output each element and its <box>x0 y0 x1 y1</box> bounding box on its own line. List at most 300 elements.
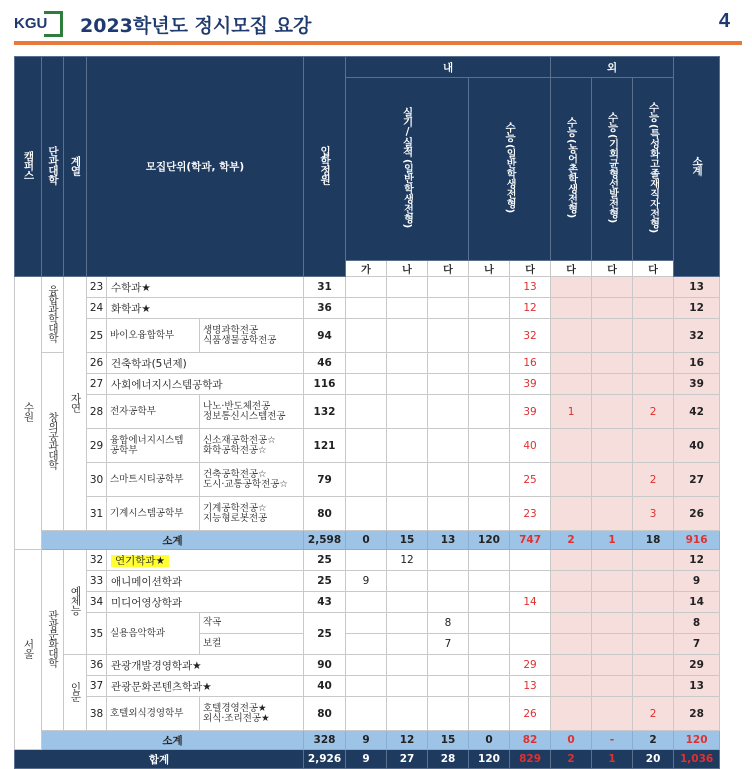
quota-value: 46 <box>304 353 346 374</box>
quota-cell <box>346 353 387 374</box>
quota-value: 116 <box>304 374 346 395</box>
row-number: 36 <box>87 655 107 676</box>
subtotal-cell: 1 <box>592 531 633 550</box>
header-track: 계열 <box>64 57 87 277</box>
vertical-label: 융합과학대학 <box>47 284 59 342</box>
table-row <box>15 571 720 592</box>
grand-total-label: 합계 <box>15 750 304 769</box>
subtotal-cell: 120 <box>469 531 510 550</box>
quota-cell <box>387 429 428 463</box>
quota-cell: 12 <box>674 298 720 319</box>
quota-cell <box>387 571 428 592</box>
quota-cell <box>387 497 428 531</box>
quota-cell <box>469 277 510 298</box>
quota-cell <box>551 429 592 463</box>
quota-value: 25 <box>304 550 346 571</box>
subtotal-cell: 9 <box>346 731 387 750</box>
college-tourism <box>42 550 64 731</box>
unit-name: 애니메이션학과 <box>107 571 304 592</box>
quota-cell <box>592 395 633 429</box>
quota-cell: 25 <box>510 463 551 497</box>
unit-name <box>107 550 304 571</box>
quota-cell <box>592 298 633 319</box>
quota-cell <box>387 676 428 697</box>
quota-value: 36 <box>304 298 346 319</box>
quota-cell <box>592 592 633 613</box>
quota-cell <box>510 550 551 571</box>
quota-cell: 2 <box>633 697 674 731</box>
grand-total-cell: 28 <box>428 750 469 769</box>
quota-value: 25 <box>304 571 346 592</box>
quota-cell <box>633 550 674 571</box>
header-suneung-out2: 수능 (기회균형선발전형) <box>592 78 633 261</box>
quota-value: 40 <box>304 676 346 697</box>
header-out: 외 <box>551 57 674 78</box>
quota-cell <box>346 634 387 655</box>
quota-cell: 16 <box>674 353 720 374</box>
logo-bracket-icon <box>44 11 63 37</box>
quota-cell <box>428 676 469 697</box>
quota-cell <box>387 353 428 374</box>
quota-cell <box>469 429 510 463</box>
quota-cell: 7 <box>428 634 469 655</box>
quota-cell <box>428 353 469 374</box>
quota-value: 25 <box>304 613 346 655</box>
table-row <box>15 697 720 731</box>
quota-value: 43 <box>304 592 346 613</box>
track-arts <box>64 550 87 655</box>
subtotal-label: 소계 <box>42 731 304 750</box>
quota-cell <box>428 550 469 571</box>
quota-cell: 2 <box>633 395 674 429</box>
quota-cell <box>387 298 428 319</box>
college-convergence <box>42 277 64 353</box>
quota-cell <box>428 571 469 592</box>
quota-cell <box>551 697 592 731</box>
quota-cell <box>551 550 592 571</box>
quota-cell: 27 <box>674 463 720 497</box>
quota-cell <box>346 550 387 571</box>
track-humanities <box>64 655 87 731</box>
unit-name: 사회에너지시스템공학과 <box>107 374 304 395</box>
header-suneung-out3: 수능 (특성화고졸재직자전형) <box>633 78 674 261</box>
quota-cell <box>469 298 510 319</box>
quota-cell <box>346 497 387 531</box>
grand-total-cell: 1 <box>592 750 633 769</box>
row-number: 30 <box>87 463 107 497</box>
subtotal-quota: 2,598 <box>304 531 346 550</box>
row-number: 35 <box>87 613 107 655</box>
subtotal-cell: 82 <box>510 731 551 750</box>
quota-cell: 12 <box>510 298 551 319</box>
quota-cell <box>592 676 633 697</box>
subtotal-cell: 0 <box>469 731 510 750</box>
college-engineering <box>42 353 64 531</box>
quota-cell <box>428 395 469 429</box>
quota-cell <box>633 319 674 353</box>
quota-cell <box>551 463 592 497</box>
major-name: 작곡 <box>200 613 304 634</box>
subtotal-cell: 12 <box>387 731 428 750</box>
quota-cell <box>428 298 469 319</box>
quota-cell: 9 <box>674 571 720 592</box>
quota-cell <box>428 655 469 676</box>
vertical-label: 서울 <box>22 638 35 658</box>
header-divider <box>14 41 742 45</box>
row-number: 38 <box>87 697 107 731</box>
table-row <box>15 353 720 374</box>
table-row <box>15 592 720 613</box>
quota-value: 90 <box>304 655 346 676</box>
quota-cell <box>469 697 510 731</box>
quota-cell <box>633 592 674 613</box>
table-row <box>15 613 720 634</box>
group-label: 다 <box>510 261 551 277</box>
subtotal-cell: 2 <box>551 531 592 550</box>
unit-name: 수학과★ <box>107 277 304 298</box>
quota-cell <box>592 429 633 463</box>
row-number: 27 <box>87 374 107 395</box>
quota-cell <box>346 298 387 319</box>
logo-text: KGU <box>14 15 48 32</box>
page-title: 2023학년도 정시모집 요강 <box>80 15 312 37</box>
major-name: 나노·반도체전공 정보통신시스템전공 <box>200 395 304 429</box>
header-unit: 모집단위(학과, 학부) <box>87 57 304 277</box>
quota-cell <box>387 634 428 655</box>
subtotal-cell: 120 <box>674 731 720 750</box>
quota-cell: 16 <box>510 353 551 374</box>
quota-cell <box>346 429 387 463</box>
unit-name: 스마트시티공학부 <box>107 463 200 497</box>
grand-total-row <box>15 750 720 769</box>
header-suneung-in: 수능 (일반학생전형) <box>469 78 551 261</box>
subtotal-cell: 0 <box>346 531 387 550</box>
quota-cell <box>428 429 469 463</box>
quota-cell <box>551 655 592 676</box>
unit-name: 실용음악학과 <box>107 613 200 655</box>
header-suneung-out1: 수능 (농어촌학생전형) <box>551 78 592 261</box>
major-name: 보컬 <box>200 634 304 655</box>
row-number: 31 <box>87 497 107 531</box>
table-row <box>15 429 720 463</box>
row-number: 23 <box>87 277 107 298</box>
quota-cell <box>592 497 633 531</box>
quota-cell <box>469 655 510 676</box>
quota-cell <box>633 613 674 634</box>
quota-cell <box>428 592 469 613</box>
quota-cell: 28 <box>674 697 720 731</box>
unit-name: 화학과★ <box>107 298 304 319</box>
header-campus: 캠퍼스 <box>15 57 42 277</box>
quota-cell <box>592 655 633 676</box>
row-number: 25 <box>87 319 107 353</box>
row-number: 32 <box>87 550 107 571</box>
major-name: 기계공학전공☆ 지능형로봇전공 <box>200 497 304 531</box>
quota-cell <box>633 655 674 676</box>
quota-cell: 13 <box>674 277 720 298</box>
quota-value: 80 <box>304 697 346 731</box>
quota-cell <box>551 298 592 319</box>
quota-cell <box>469 463 510 497</box>
grand-total-cell: 27 <box>387 750 428 769</box>
quota-cell <box>633 676 674 697</box>
quota-cell <box>346 277 387 298</box>
quota-value: 80 <box>304 497 346 531</box>
subtotal-cell: 13 <box>428 531 469 550</box>
quota-cell: 9 <box>346 571 387 592</box>
quota-cell: 12 <box>387 550 428 571</box>
quota-cell <box>551 353 592 374</box>
quota-cell <box>510 613 551 634</box>
quota-value: 79 <box>304 463 346 497</box>
quota-cell <box>346 592 387 613</box>
header-subtotal: 소계 <box>674 57 720 277</box>
quota-cell <box>346 697 387 731</box>
table-row <box>15 374 720 395</box>
quota-cell: 39 <box>510 395 551 429</box>
grand-total-quota: 2,926 <box>304 750 346 769</box>
quota-cell: 2 <box>633 463 674 497</box>
table-row <box>15 277 720 298</box>
vertical-label: 자연 <box>69 392 82 412</box>
table-row <box>15 395 720 429</box>
table-row <box>15 655 720 676</box>
row-number: 33 <box>87 571 107 592</box>
quota-cell: 13 <box>510 277 551 298</box>
highlighted-unit-name: 연기학과★ <box>111 555 169 567</box>
quota-cell <box>592 550 633 571</box>
grand-total-cell: 2 <box>551 750 592 769</box>
table-row <box>15 463 720 497</box>
page-number: 4 <box>718 10 730 32</box>
table-row <box>15 319 720 353</box>
quota-cell <box>346 655 387 676</box>
quota-cell <box>346 395 387 429</box>
quota-cell <box>633 298 674 319</box>
quota-cell: 14 <box>510 592 551 613</box>
quota-cell <box>469 634 510 655</box>
quota-cell <box>633 634 674 655</box>
quota-cell <box>592 613 633 634</box>
quota-cell: 8 <box>428 613 469 634</box>
subtotal-quota: 328 <box>304 731 346 750</box>
quota-cell <box>469 676 510 697</box>
table-row <box>15 298 720 319</box>
group-label: 나 <box>387 261 428 277</box>
subtotal-row <box>15 731 720 750</box>
row-number: 26 <box>87 353 107 374</box>
quota-cell: 26 <box>674 497 720 531</box>
quota-cell <box>469 592 510 613</box>
quota-cell <box>428 374 469 395</box>
grand-total-cell: 9 <box>346 750 387 769</box>
quota-cell <box>387 592 428 613</box>
quota-cell <box>469 497 510 531</box>
quota-cell <box>346 463 387 497</box>
grand-total-cell: 20 <box>633 750 674 769</box>
quota-value: 121 <box>304 429 346 463</box>
quota-value: 94 <box>304 319 346 353</box>
group-label: 다 <box>633 261 674 277</box>
quota-cell <box>633 571 674 592</box>
subtotal-cell: 747 <box>510 531 551 550</box>
unit-name: 바이오융합학부 <box>107 319 200 353</box>
quota-cell <box>469 571 510 592</box>
vertical-label: 관광문화대학 <box>47 610 59 667</box>
quota-cell <box>387 277 428 298</box>
quota-cell: 40 <box>674 429 720 463</box>
row-number: 37 <box>87 676 107 697</box>
table-body <box>15 277 720 769</box>
track-nature <box>64 277 87 531</box>
quota-cell <box>346 676 387 697</box>
quota-cell <box>510 571 551 592</box>
subtotal-label: 소계 <box>42 531 304 550</box>
quota-cell: 26 <box>510 697 551 731</box>
quota-cell: 39 <box>674 374 720 395</box>
quota-cell: 13 <box>674 676 720 697</box>
header-college: 단과대학 <box>42 57 64 277</box>
major-name: 건축공학전공☆ 도시·교통공학전공☆ <box>200 463 304 497</box>
quota-value: 31 <box>304 277 346 298</box>
subtotal-cell: 15 <box>387 531 428 550</box>
quota-cell <box>346 319 387 353</box>
admission-quota-table <box>14 56 720 769</box>
quota-cell: 12 <box>674 550 720 571</box>
quota-cell <box>592 463 633 497</box>
quota-cell <box>633 374 674 395</box>
quota-cell <box>551 277 592 298</box>
quota-cell <box>592 571 633 592</box>
campus-seoul <box>15 550 42 750</box>
major-name: 생명과학전공 식품생물공학전공 <box>200 319 304 353</box>
quota-cell <box>633 353 674 374</box>
grand-total-cell: 120 <box>469 750 510 769</box>
grand-total-cell: 1,036 <box>674 750 720 769</box>
quota-cell <box>469 395 510 429</box>
quota-cell <box>387 395 428 429</box>
subtotal-cell: 916 <box>674 531 720 550</box>
quota-cell <box>592 697 633 731</box>
quota-cell <box>592 353 633 374</box>
quota-cell <box>387 613 428 634</box>
group-label: 나 <box>469 261 510 277</box>
quota-cell: 29 <box>674 655 720 676</box>
quota-cell <box>469 550 510 571</box>
table-row <box>15 497 720 531</box>
unit-name: 관광개발경영학과★ <box>107 655 304 676</box>
subtotal-cell: 2 <box>633 731 674 750</box>
quota-cell: 13 <box>510 676 551 697</box>
quota-cell <box>592 277 633 298</box>
quota-cell: 32 <box>510 319 551 353</box>
group-label: 다 <box>428 261 469 277</box>
quota-cell <box>469 374 510 395</box>
subtotal-cell: - <box>592 731 633 750</box>
quota-cell <box>387 374 428 395</box>
quota-cell <box>551 319 592 353</box>
vertical-label: 예체능 <box>69 586 82 615</box>
subtotal-row <box>15 531 720 550</box>
header-practical: 실기/실적 (일반학생전형) <box>346 78 469 261</box>
quota-cell <box>387 463 428 497</box>
major-name: 호텔경영전공★ 외식·조리전공★ <box>200 697 304 731</box>
table-row <box>15 550 720 571</box>
quota-cell: 32 <box>674 319 720 353</box>
quota-cell <box>592 374 633 395</box>
subtotal-cell: 15 <box>428 731 469 750</box>
quota-value: 132 <box>304 395 346 429</box>
quota-cell <box>551 676 592 697</box>
quota-cell <box>469 319 510 353</box>
unit-name: 미디어영상학과 <box>107 592 304 613</box>
quota-cell <box>428 277 469 298</box>
row-number: 29 <box>87 429 107 463</box>
quota-cell: 29 <box>510 655 551 676</box>
quota-cell <box>633 277 674 298</box>
quota-cell <box>387 697 428 731</box>
kgu-logo <box>14 9 62 37</box>
vertical-label: 창의공과대학 <box>47 411 59 469</box>
quota-cell <box>551 374 592 395</box>
quota-cell: 3 <box>633 497 674 531</box>
quota-cell <box>551 592 592 613</box>
quota-cell <box>592 319 633 353</box>
quota-cell <box>551 571 592 592</box>
quota-cell <box>469 613 510 634</box>
vertical-label: 수원 <box>22 402 35 421</box>
quota-cell <box>551 634 592 655</box>
campus-suwon <box>15 277 42 550</box>
group-label: 가 <box>346 261 387 277</box>
quota-cell <box>510 634 551 655</box>
unit-name: 관광문화콘텐츠학과★ <box>107 676 304 697</box>
quota-cell <box>428 463 469 497</box>
quota-cell <box>551 497 592 531</box>
subtotal-cell: 0 <box>551 731 592 750</box>
quota-cell: 8 <box>674 613 720 634</box>
header-in: 내 <box>346 57 551 78</box>
table-row <box>15 676 720 697</box>
unit-name: 건축학과(5년제) <box>107 353 304 374</box>
unit-name: 전자공학부 <box>107 395 200 429</box>
quota-cell: 1 <box>551 395 592 429</box>
quota-cell <box>387 655 428 676</box>
quota-cell: 39 <box>510 374 551 395</box>
quota-cell <box>428 697 469 731</box>
group-label: 다 <box>551 261 592 277</box>
subtotal-cell: 18 <box>633 531 674 550</box>
quota-cell <box>428 497 469 531</box>
quota-cell <box>346 613 387 634</box>
quota-cell <box>428 319 469 353</box>
unit-name: 융합에너지시스템 공학부 <box>107 429 200 463</box>
quota-cell <box>387 319 428 353</box>
quota-cell: 40 <box>510 429 551 463</box>
quota-cell: 7 <box>674 634 720 655</box>
quota-cell: 42 <box>674 395 720 429</box>
quota-cell <box>346 374 387 395</box>
quota-cell <box>551 613 592 634</box>
unit-name: 기계시스템공학부 <box>107 497 200 531</box>
quota-cell <box>469 353 510 374</box>
row-number: 24 <box>87 298 107 319</box>
quota-cell <box>592 634 633 655</box>
quota-cell <box>633 429 674 463</box>
quota-cell: 14 <box>674 592 720 613</box>
group-label: 다 <box>592 261 633 277</box>
grand-total-cell: 829 <box>510 750 551 769</box>
